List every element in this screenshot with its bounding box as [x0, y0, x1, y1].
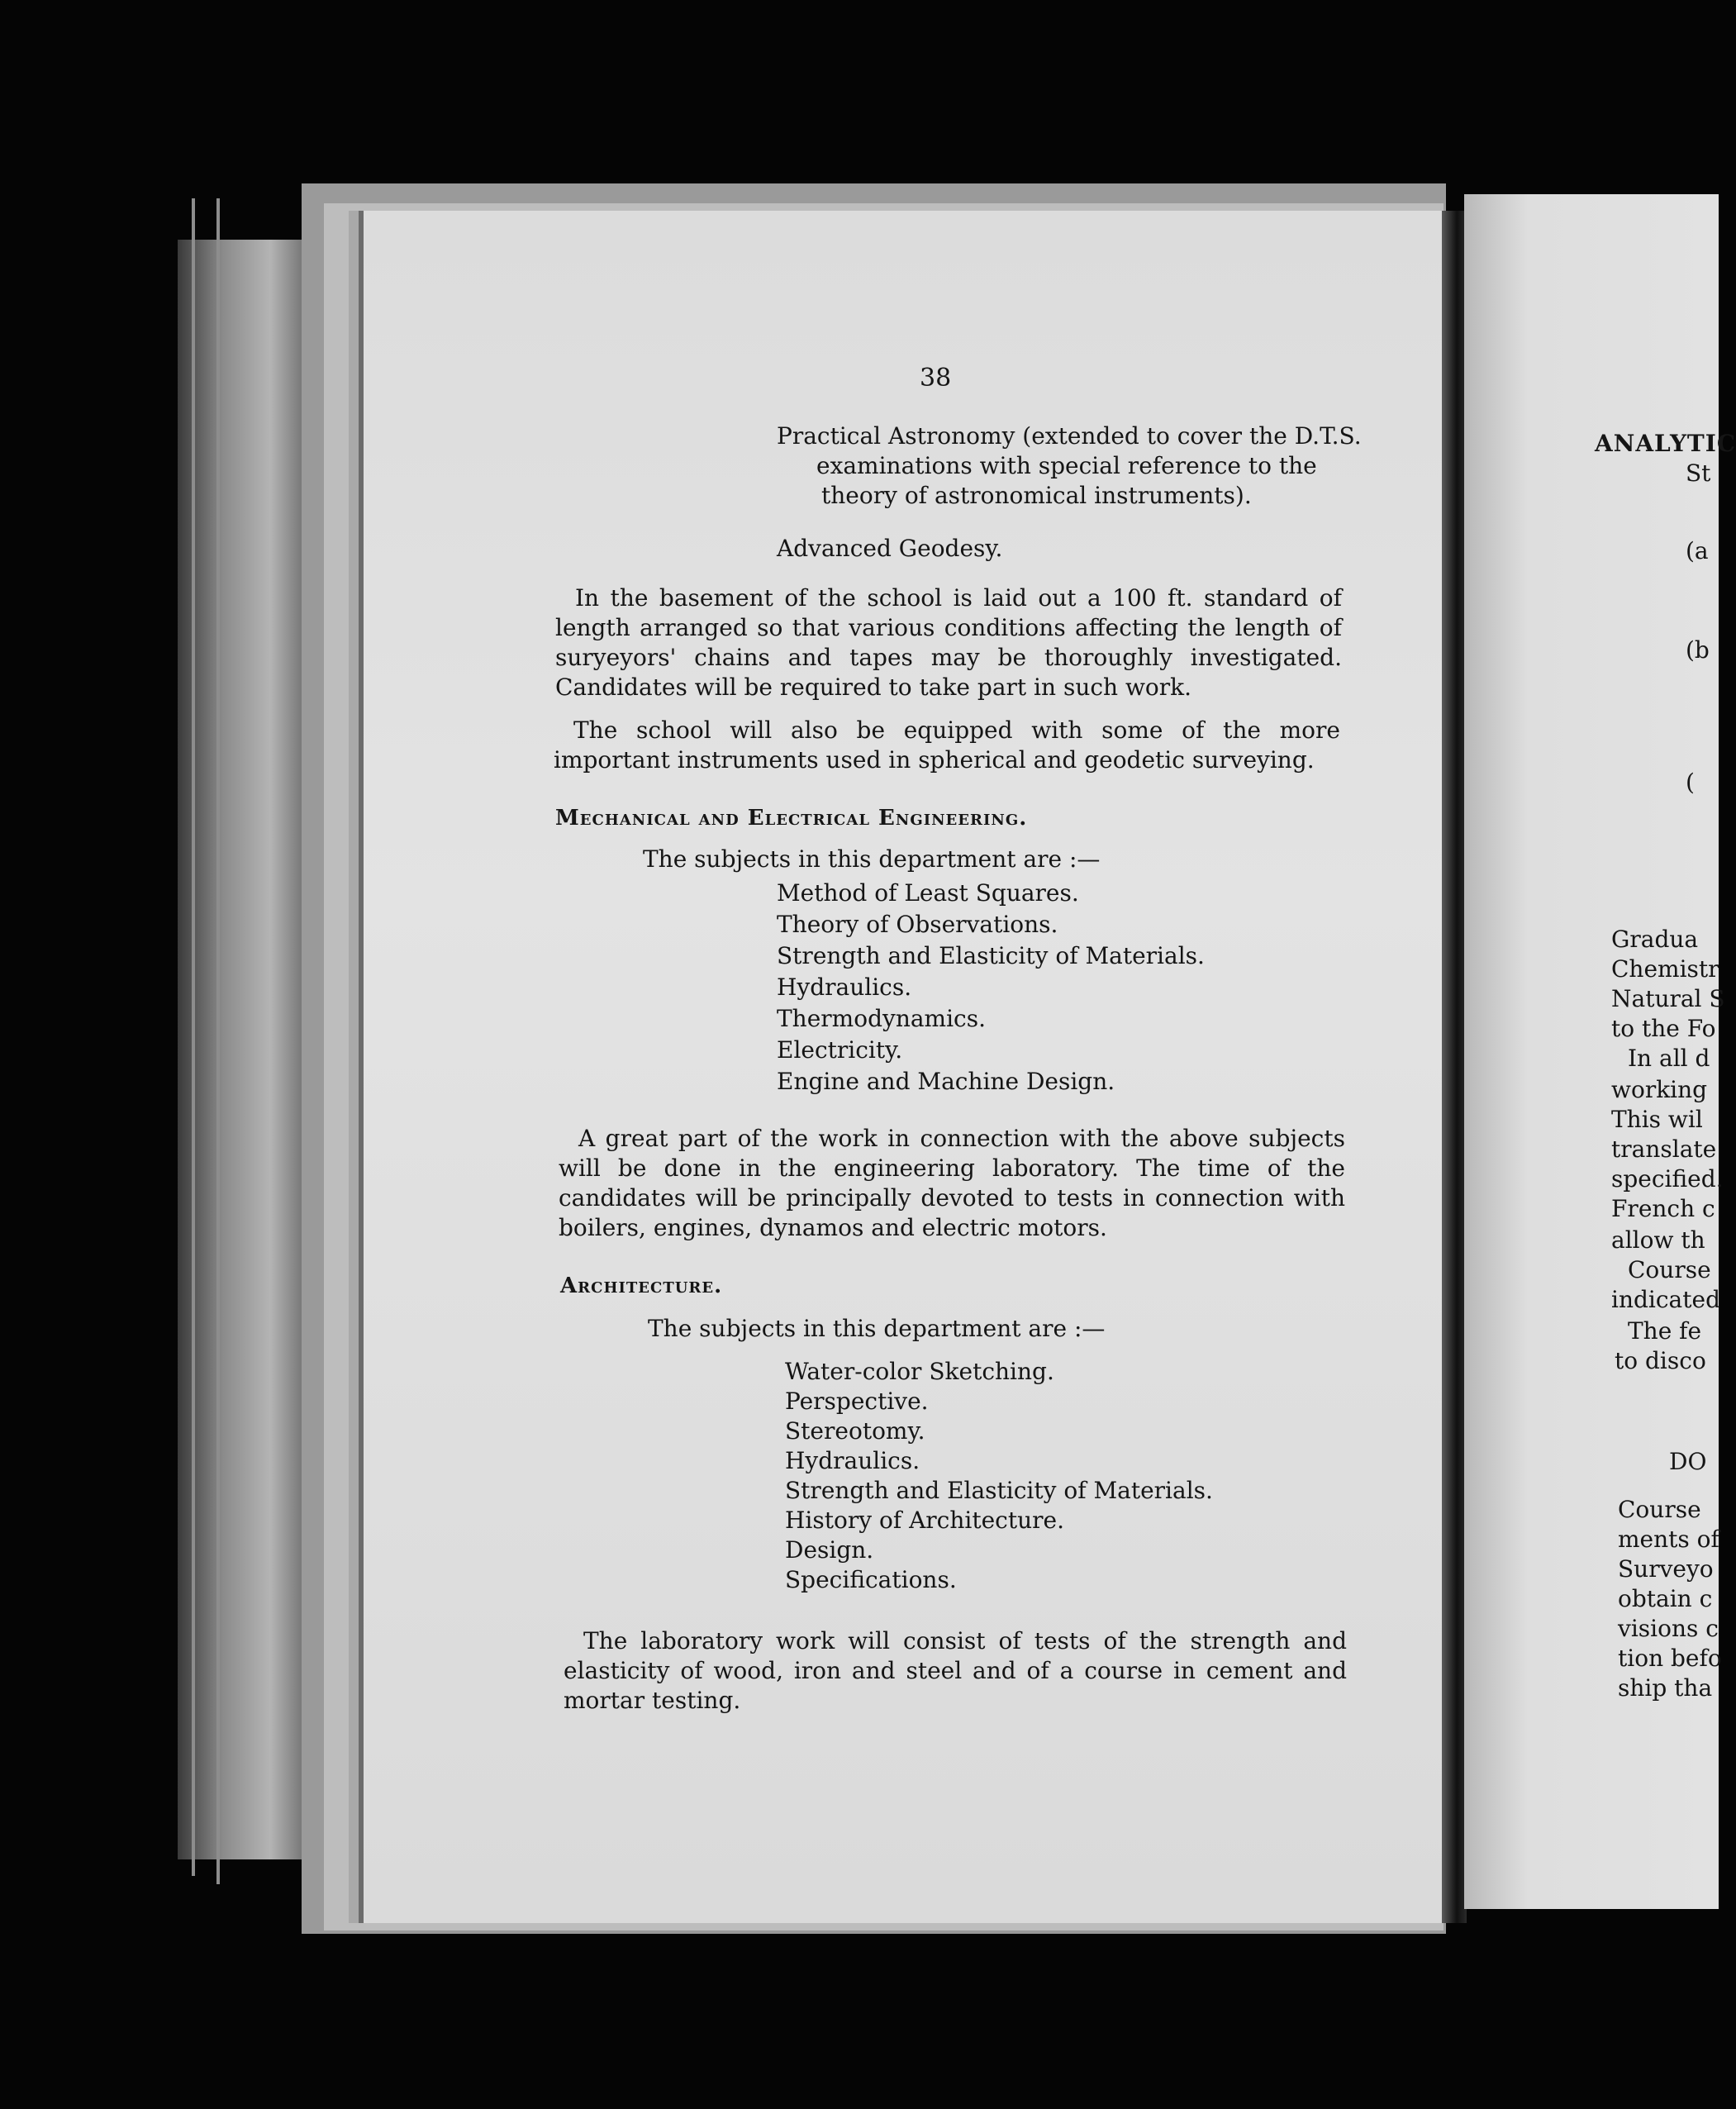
right-page-fragment: to disco: [1615, 1347, 1706, 1374]
right-page-fragment: Course: [1628, 1256, 1711, 1283]
mechanical-subject: Theory of Observations.: [777, 911, 1058, 938]
right-page-fragment: The fe: [1628, 1317, 1702, 1345]
book-gutter: [1442, 211, 1467, 1923]
mechanical-subject: Hydraulics.: [777, 974, 912, 1001]
paragraph-laboratory: A great part of the work in connection with the above subjects will be done in the engineering laboratory. The time of the candidates will be principally devoted to tests in connection with boilers, engines, dynamos and electric motors.: [559, 1125, 1345, 1241]
right-page-fragment: (b: [1686, 636, 1710, 664]
book-left-edge: [178, 240, 310, 1859]
architecture-subject: Design.: [785, 1536, 874, 1564]
right-page-fragment: translate: [1611, 1135, 1717, 1163]
architecture-subject: Perspective.: [785, 1388, 929, 1415]
architecture-subject: History of Architecture.: [785, 1507, 1064, 1534]
page-number: 38: [920, 364, 952, 393]
paragraph-instruments: The school will also be equipped with some of the more important instruments used in spherical and geodetic surveying.: [554, 716, 1340, 774]
mechanical-subject: Electricity.: [777, 1036, 903, 1064]
astronomy-line-2: examinations with special reference to the: [816, 452, 1317, 479]
architecture-subject: Water-color Sketching.: [785, 1358, 1054, 1385]
right-page-fragment: tion befo: [1618, 1645, 1722, 1672]
architecture-intro: The subjects in this department are :—: [648, 1315, 1106, 1342]
right-page-fragment: (a: [1686, 537, 1709, 564]
mechanical-subject: Thermodynamics.: [777, 1005, 986, 1032]
right-page-fragment: specified.: [1611, 1165, 1724, 1193]
right-page-fragment: Natural S: [1611, 985, 1725, 1012]
right-page-fragment: This wil: [1611, 1106, 1703, 1133]
mechanical-subject: Method of Least Squares.: [777, 879, 1079, 907]
astronomy-line-3: theory of astronomical instruments).: [821, 482, 1252, 509]
right-page-fragment: to the Fo: [1611, 1015, 1716, 1042]
mechanical-subject: Strength and Elasticity of Materials.: [777, 942, 1205, 969]
mechanical-intro: The subjects in this department are :—: [643, 845, 1101, 873]
right-page-fragment: visions c: [1618, 1615, 1719, 1642]
right-page-fragment: ANALYTIC: [1595, 430, 1736, 457]
right-page-fragment: DO: [1669, 1448, 1707, 1475]
architecture-heading: Architecture.: [560, 1273, 723, 1298]
architecture-subject: Stereotomy.: [785, 1417, 925, 1445]
page-edge-line: [192, 198, 195, 1876]
architecture-subject: Specifications.: [785, 1566, 957, 1593]
right-page-fragment: Surveyo: [1618, 1555, 1714, 1583]
mechanical-subject: Engine and Machine Design.: [777, 1068, 1115, 1095]
architecture-subject: Hydraulics.: [785, 1447, 920, 1474]
right-page-fragment: allow th: [1611, 1226, 1705, 1254]
advanced-geodesy: Advanced Geodesy.: [777, 535, 1003, 562]
right-page-fragment: In all d: [1628, 1045, 1710, 1072]
right-page-text: [1595, 430, 1736, 1769]
architecture-subject: Strength and Elasticity of Materials.: [785, 1477, 1213, 1504]
right-page-fragment: Chemistr: [1611, 955, 1719, 983]
page-edge-line: [216, 198, 220, 1884]
right-page-fragment: Gradua: [1611, 926, 1699, 953]
right-page-fragment: obtain c: [1618, 1585, 1713, 1612]
paragraph-standard-length: In the basement of the school is laid out a 100 ft. standard of length arranged so that various conditions affecting the length of suryeyors' chains and tapes may be thoroughly investigated. Candidates will be required to take part in such work.: [555, 584, 1342, 701]
paragraph-architecture-lab: The laboratory work will consist of tests of the strength and elasticity of wood, iron and steel and of a course in cement and mortar testing.: [564, 1627, 1347, 1714]
right-page-fragment: ments of: [1618, 1526, 1719, 1553]
right-page-fragment: French c: [1611, 1195, 1715, 1222]
right-page-fragment: indicated: [1611, 1286, 1720, 1313]
astronomy-line-1: Practical Astronomy (extended to cover the D.T.S.: [777, 422, 1362, 450]
right-page-fragment: Course: [1618, 1496, 1701, 1523]
right-page-fragment: working: [1611, 1076, 1708, 1103]
right-page-fragment: ship tha: [1618, 1674, 1713, 1702]
right-page-fragment: (: [1686, 769, 1695, 796]
right-page-fragment: St: [1686, 459, 1711, 487]
mechanical-heading: Mechanical and Electrical Engineering.: [555, 806, 1028, 831]
